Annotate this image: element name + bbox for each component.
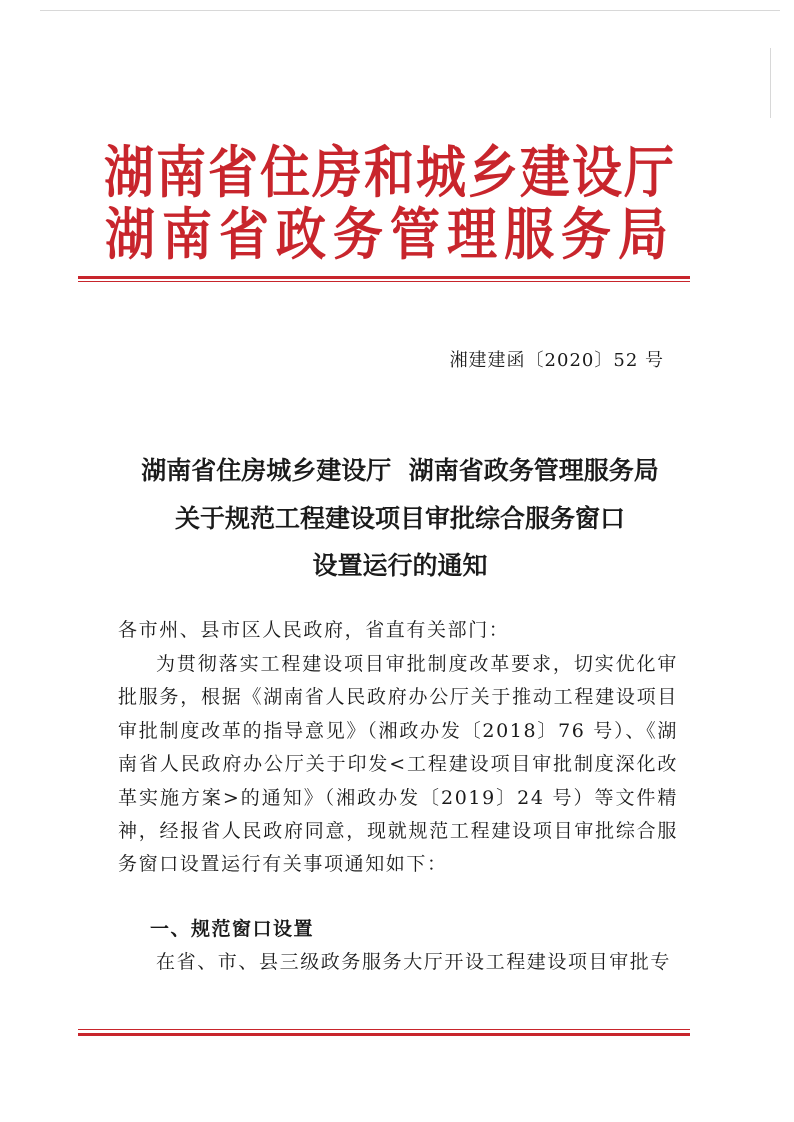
- header-org-line-1: 湖南省住房和城乡建设厅: [104, 140, 676, 206]
- document-title-line-3: 设置运行的通知: [312, 551, 488, 580]
- header-red-rule-thick: [78, 276, 690, 279]
- scan-edge-right: [770, 48, 771, 118]
- scan-edge-top: [40, 10, 780, 11]
- header-red-rule-thin: [78, 281, 690, 282]
- paragraph-2: 在省、市、县三级政务服务大厅开设工程建设项目审批专: [156, 951, 672, 973]
- header-org-line-2: 湖南省政务管理服务局: [105, 202, 675, 268]
- document-title-line-1: 湖南省住房城乡建设厅 湖南省政务管理服务局: [141, 456, 659, 485]
- section-heading-1: 一、规范窗口设置: [150, 918, 315, 940]
- footer-red-rule-thick: [78, 1033, 690, 1036]
- paragraph-1: 为贯彻落实工程建设项目审批制度改革要求，切实优化审批服务，根据《湖南省人民政府办公厅关于推动工程建设项目审批制度改革的指导意见》（湘政办发〔2018〕76 号）、《湖南省人民政府办公厅关于印发<工程建设项目审批制度深化改革实施方案>的通知》（湘政办发〔2019〕24 号）等文件精神，经报省人民政府同意，现就规范工程建设项目审批综合服务窗口设置运行有关事项通知如下：: [118, 653, 678, 876]
- salutation: 各市州、县市区人民政府，省直有关部门：: [118, 619, 510, 641]
- footer-red-rule-thin: [78, 1029, 690, 1030]
- document-title-line-2: 关于规范工程建设项目审批综合服务窗口: [174, 504, 625, 533]
- document-number: 湘建建函〔2020〕52 号: [449, 350, 664, 371]
